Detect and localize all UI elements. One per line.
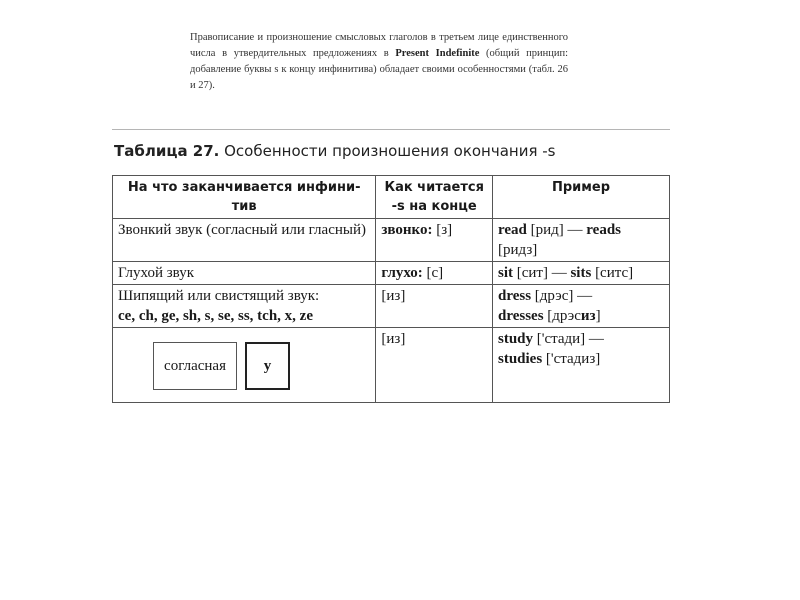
cell-example [492, 219, 669, 262]
table-title [114, 142, 556, 160]
intro-bold-term: Present Indefinite [395, 48, 480, 59]
cell-ending [113, 285, 376, 328]
box-consonant: согласная [153, 342, 237, 390]
header-ending: На что заканчивается инфини-тив [113, 176, 376, 219]
example-part: studies [497, 351, 543, 367]
intro-text-before: Правописание и произношение смысловых глаголов в третьем лице единственного числа в утвердительных предложениях в [190, 32, 568, 59]
example-part: dress [497, 288, 532, 304]
cell-example [492, 328, 669, 403]
example-part: sit [497, 265, 513, 281]
cell-reading [376, 285, 493, 328]
reading-bold: глухо: [381, 265, 423, 281]
divider-line [112, 129, 670, 130]
consonant-y-diagram [118, 329, 370, 401]
example-part: dresses [497, 308, 544, 324]
intro-text-after: (общий принцип: добавление буквы s к концу инфинитива) обладает своими особенностями (табл. 26 и 27). [190, 48, 569, 91]
cell-ending: Звонкий звук (согласный или гласный) [113, 219, 376, 262]
pronunciation-table [112, 175, 670, 403]
example-part: ['стади] — [533, 331, 604, 347]
reading-rest: [з] [432, 222, 453, 238]
example-part: ] [595, 308, 601, 324]
example-part: [ридз] [497, 242, 538, 258]
example-part: read [497, 222, 527, 238]
box-letter-y: y [245, 342, 290, 390]
table-row [113, 285, 670, 328]
cell-reading [376, 262, 493, 285]
reading-rest: [из] [381, 288, 406, 304]
ending-text: Шипящий или свистящий звук: [118, 288, 320, 304]
table-header-row [113, 176, 670, 219]
example-part: [дрэс [543, 308, 581, 324]
example-part: [дрэс] — [531, 288, 593, 304]
reading-rest: [из] [381, 331, 406, 347]
header-reading: Как читается -s на конце [376, 176, 493, 219]
example-part: study [497, 331, 534, 347]
example-part: [ситс] [591, 265, 634, 281]
table-row [113, 328, 670, 403]
ending-letters: ce, ch, ge, sh, s, se, ss, tch, x, ze [118, 308, 313, 324]
header-example: Пример [492, 176, 669, 219]
example-part: [рид] — [526, 222, 587, 238]
cell-ending: Глухой звук [113, 262, 376, 285]
table-title-number: Таблица 27. [114, 142, 220, 160]
table-row [113, 219, 670, 262]
example-part: [сит] — [512, 265, 571, 281]
table-row [113, 262, 670, 285]
cell-example [492, 285, 669, 328]
reading-bold: звонко: [381, 222, 433, 238]
cell-reading [376, 219, 493, 262]
table-title-text: Особенности произношения окончания -s [219, 142, 556, 160]
example-part: reads [586, 222, 622, 238]
reading-rest: [с] [422, 265, 444, 281]
cell-reading [376, 328, 493, 403]
example-part: из [580, 308, 596, 324]
intro-paragraph [190, 30, 568, 94]
cell-example [492, 262, 669, 285]
example-part: ['стадиз] [542, 351, 601, 367]
cell-ending [113, 328, 376, 403]
example-part: sits [570, 265, 592, 281]
